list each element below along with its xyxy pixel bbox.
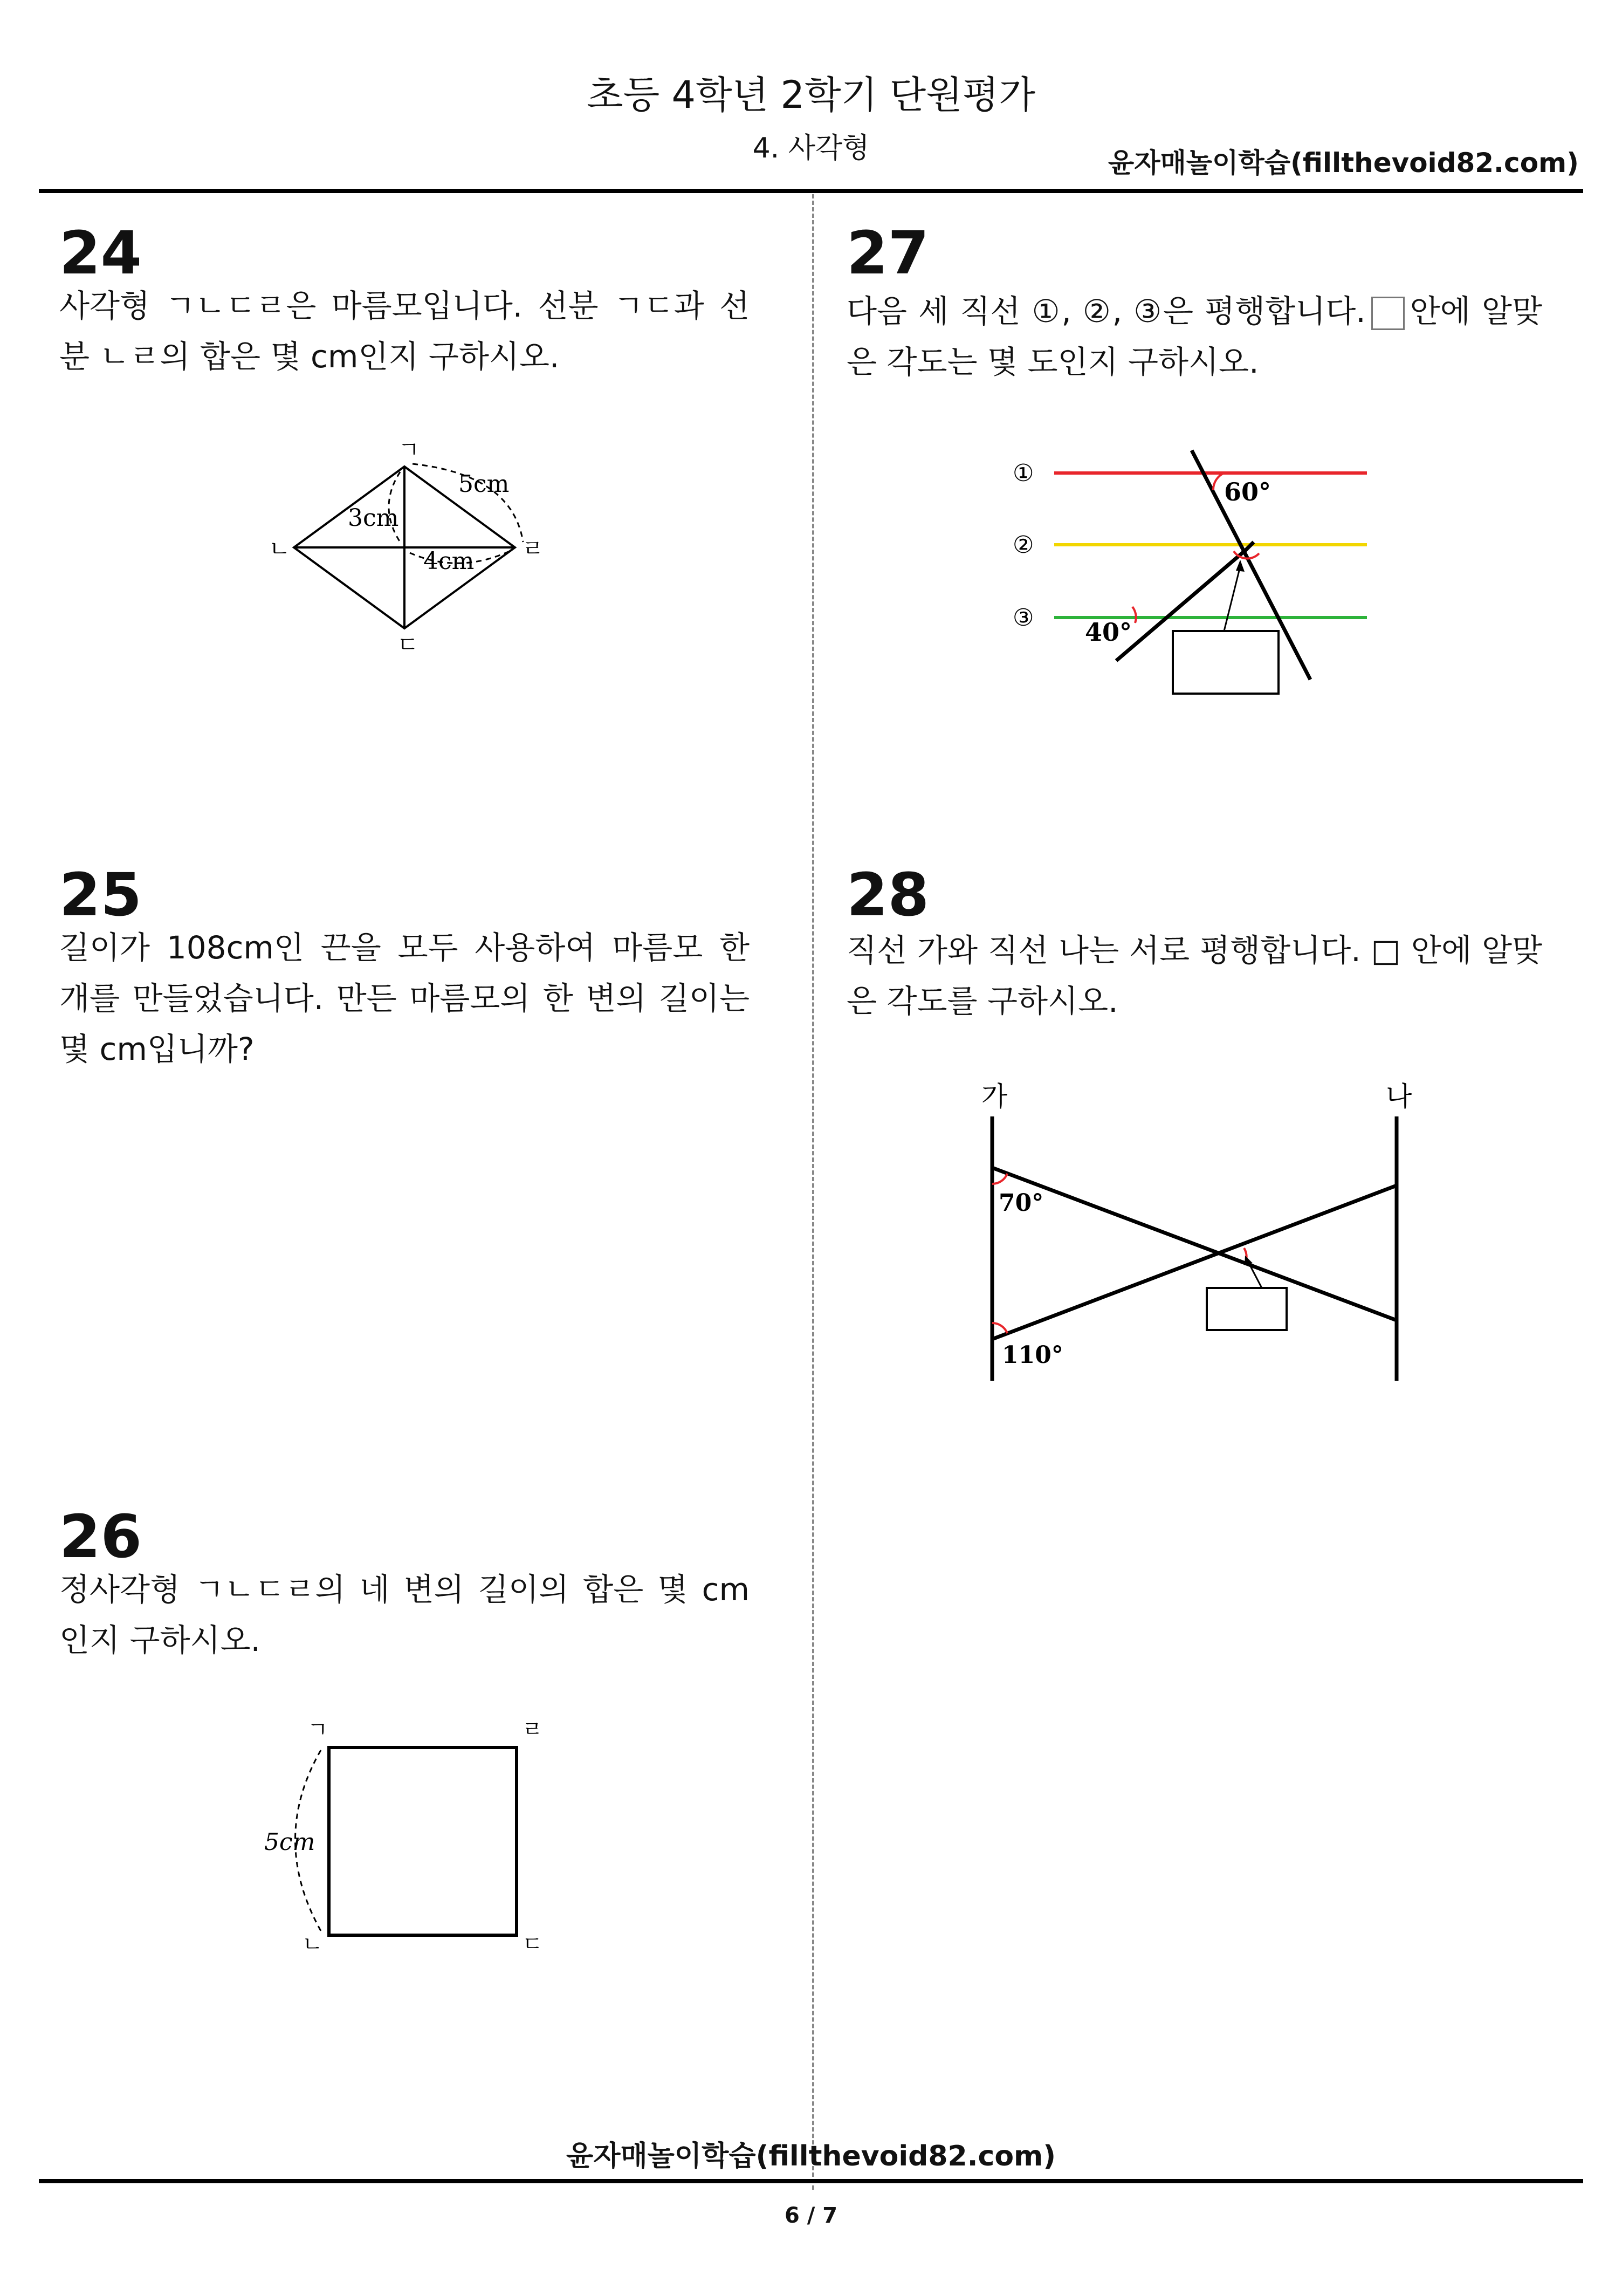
question-text-25: 길이가 108cm인 끈을 모두 사용하여 마름모 한 개를 만들었습니다. 만든 마름모의 한 변의 길이는 몇 cm입니까? <box>59 929 750 1067</box>
vertex-bottom-right: ㄷ <box>522 1932 543 1952</box>
arc-60 <box>1213 473 1224 490</box>
label-line-2: ② <box>1013 531 1034 559</box>
question-text-27-a: 다음 세 직선 ①, ②, ③은 평행합니다. <box>847 293 1366 330</box>
square-outline <box>329 1747 517 1935</box>
cross-line-2 <box>992 1185 1397 1339</box>
transversal-2 <box>1116 550 1246 661</box>
pointer-arrowhead <box>1236 560 1245 572</box>
vertex-bottom-left: ㄴ <box>302 1932 323 1952</box>
question-text-26: 정사각형 ㄱㄴㄷㄹ의 네 변의 길이의 합은 몇 cm인지 구하시오. <box>59 1571 750 1658</box>
label-line-3: ③ <box>1013 604 1034 632</box>
label-5cm: 5cm <box>458 470 510 498</box>
vertex-top-right: ㄹ <box>522 1717 543 1742</box>
answer-box <box>1173 631 1279 694</box>
cross-lines-figure <box>960 1068 1445 1402</box>
vertex-bottom: ㄷ <box>397 632 419 658</box>
label-110: 110° <box>1002 1341 1063 1369</box>
pointer-arrow <box>1224 566 1240 631</box>
rhombus-figure <box>259 431 561 658</box>
parallel-lines-figure <box>1003 442 1380 701</box>
brand-header: 윤자매놀이학습(fillthevoid82.com) <box>1108 147 1579 179</box>
question-text-27-b: 안에 알맞은 각도는 몇 도인지 구하시오. <box>847 293 1542 380</box>
brand-footer: 윤자매놀이학습(fillthevoid82.com) <box>566 2140 1056 2172</box>
arc-70 <box>992 1174 1007 1184</box>
question-number-25: 25 <box>59 860 142 929</box>
square-figure <box>259 1715 561 1952</box>
question-number-24: 24 <box>59 218 142 287</box>
question-number-28: 28 <box>847 860 930 929</box>
question-text-24: 사각형 ㄱㄴㄷㄹ은 마름모입니다. 선분 ㄱㄷ과 선분 ㄴㄹ의 합은 몇 cm인지 구하시오. <box>59 287 750 375</box>
question-text-28: 직선 가와 직선 나는 서로 평행합니다. □ 안에 알맞은 각도를 구하시오. <box>847 932 1542 1019</box>
vertex-top: ㄱ <box>398 436 420 463</box>
arc-40 <box>1132 607 1136 623</box>
unit-subtitle: 4. 사각형 <box>752 132 870 165</box>
page-title: 초등 4학년 2학기 단원평가 <box>586 73 1036 117</box>
cross-line-1 <box>992 1168 1397 1320</box>
label-ga: 가 <box>981 1081 1008 1112</box>
question-text-27 <box>847 286 1542 387</box>
label-40: 40° <box>1085 618 1132 647</box>
answer-box <box>1207 1288 1287 1330</box>
vertex-top-left: ㄱ <box>307 1717 328 1742</box>
label-na: 나 <box>1386 1081 1412 1112</box>
question-number-26: 26 <box>59 1502 142 1571</box>
page-number: 6 / 7 <box>784 2203 838 2228</box>
label-60: 60° <box>1224 477 1272 506</box>
label-3cm: 3cm <box>348 504 399 532</box>
header-rule <box>39 189 1583 193</box>
label-line-1: ① <box>1013 460 1034 487</box>
footer-rule <box>39 2179 1583 2183</box>
vertex-left: ㄴ <box>269 536 291 562</box>
label-70: 70° <box>999 1189 1044 1217</box>
answer-box-icon <box>1371 297 1405 330</box>
column-divider <box>812 194 814 2190</box>
vertex-right: ㄹ <box>522 536 544 562</box>
arc-110 <box>992 1323 1007 1333</box>
label-side-5cm: 5cm <box>264 1828 315 1856</box>
question-number-27: 27 <box>847 218 930 287</box>
label-4cm: 4cm <box>423 547 475 575</box>
